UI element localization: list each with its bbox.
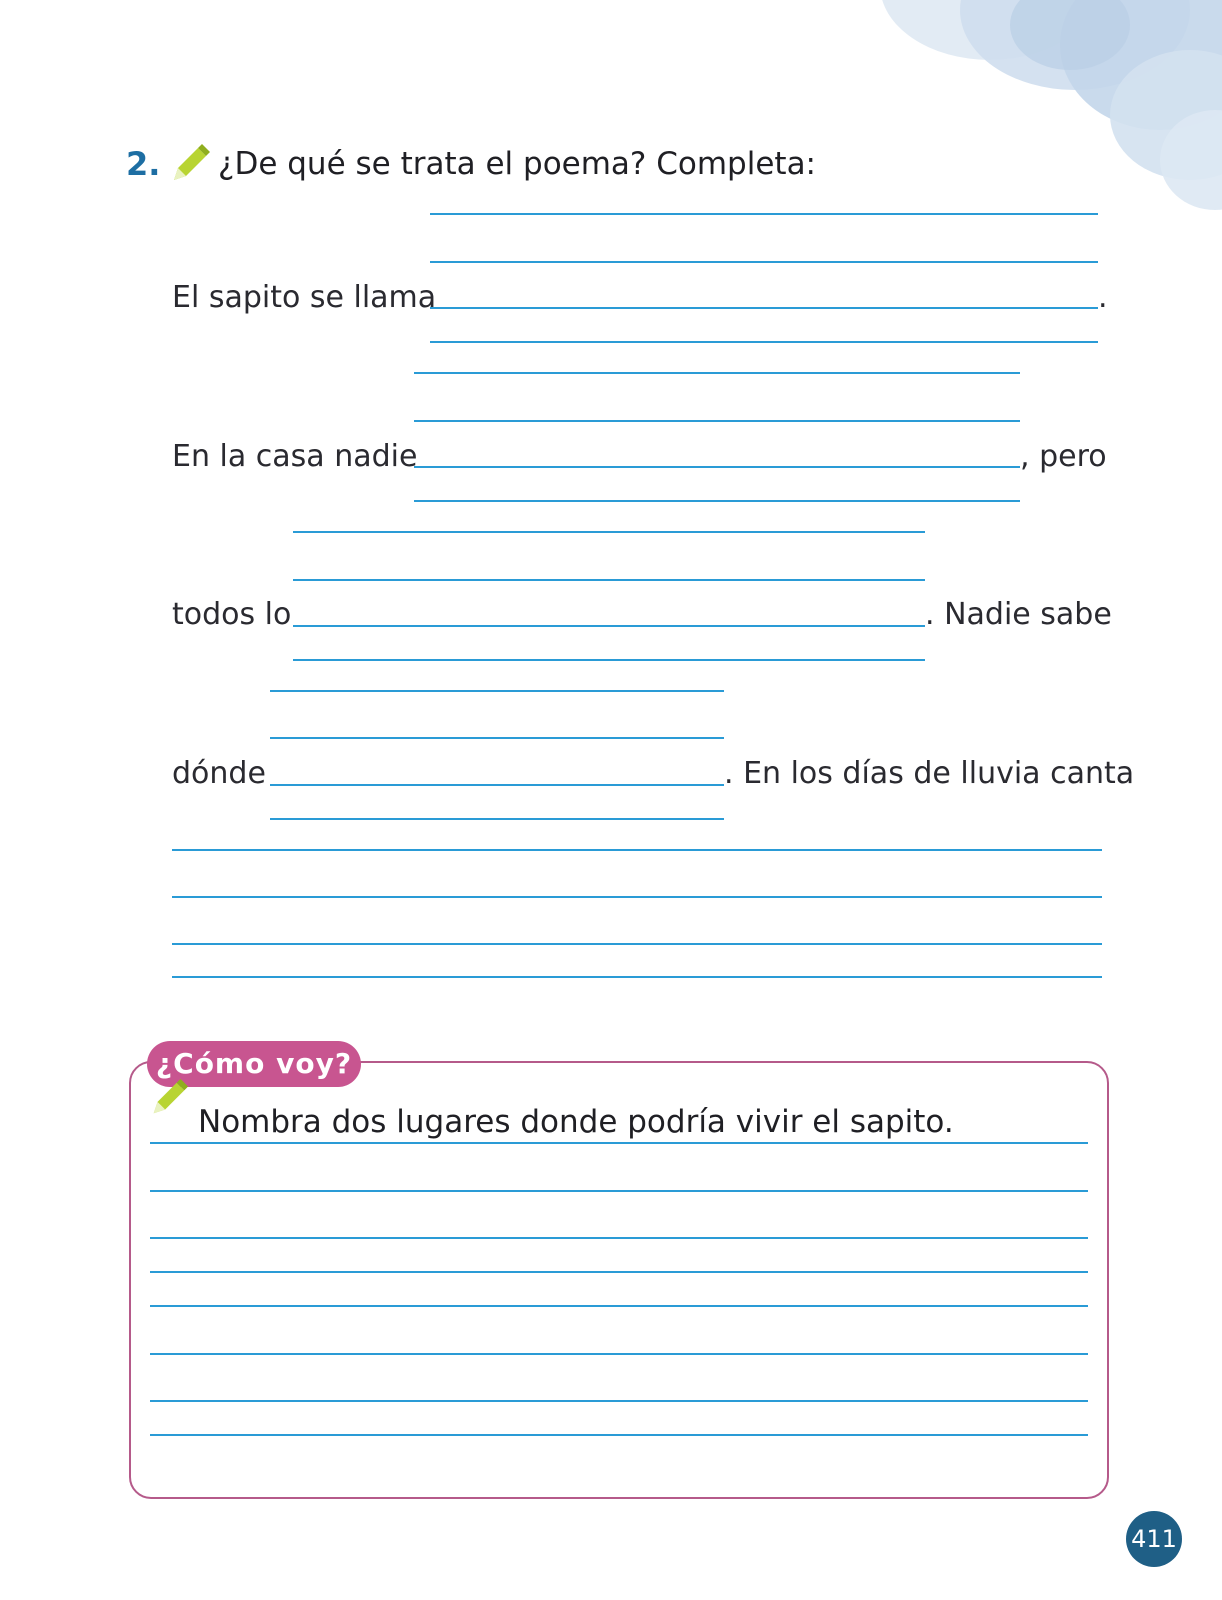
sentence-3-start: todos lo [172,597,292,632]
question-number: 2. [126,145,161,183]
pencil-icon [168,142,212,186]
answer-line[interactable] [414,500,1020,502]
answer-line[interactable] [150,1305,1088,1307]
answer-line[interactable] [150,1271,1088,1273]
answer-line[interactable] [172,943,1102,945]
answer-line[interactable] [293,531,925,533]
review-tag: ¿Cómo voy? [147,1041,361,1087]
sentence-3-end: . Nadie sabe [925,597,1112,632]
answer-line[interactable] [430,213,1098,215]
answer-line[interactable] [150,1353,1088,1355]
answer-line[interactable] [430,261,1098,263]
page-number-badge: 411 [1126,1511,1182,1567]
answer-line[interactable] [172,896,1102,898]
answer-line[interactable] [150,1190,1088,1192]
answer-line-donde[interactable] [270,784,724,786]
answer-line-sapito-name[interactable] [430,307,1098,309]
answer-line[interactable] [150,1400,1088,1402]
sentence-4-end: . En los días de lluvia canta [724,756,1135,791]
answer-line[interactable] [150,1237,1088,1239]
answer-line[interactable] [430,341,1098,343]
answer-line-todos-lo[interactable] [293,625,925,627]
question-text: ¿De qué se trata el poema? Completa: [218,146,817,182]
answer-line[interactable] [414,372,1020,374]
answer-line[interactable] [293,659,925,661]
sentence-1-end: . [1098,280,1108,315]
answer-line[interactable] [150,1142,1088,1144]
pencil-icon [148,1077,190,1119]
sentence-1-start: El sapito se llama [172,280,437,315]
answer-line[interactable] [172,849,1102,851]
answer-line[interactable] [172,976,1102,978]
answer-line[interactable] [270,737,724,739]
answer-line-nadie[interactable] [414,466,1020,468]
review-prompt: Nombra dos lugares donde podría vivir el sapito. [198,1104,954,1140]
sentence-2-end: , pero [1020,439,1107,474]
sentence-4-start: dónde [172,756,266,791]
answer-line[interactable] [293,579,925,581]
sentence-2-start: En la casa nadie [172,439,418,474]
answer-line[interactable] [270,690,724,692]
answer-line[interactable] [150,1434,1088,1436]
answer-line[interactable] [270,818,724,820]
answer-line[interactable] [414,420,1020,422]
